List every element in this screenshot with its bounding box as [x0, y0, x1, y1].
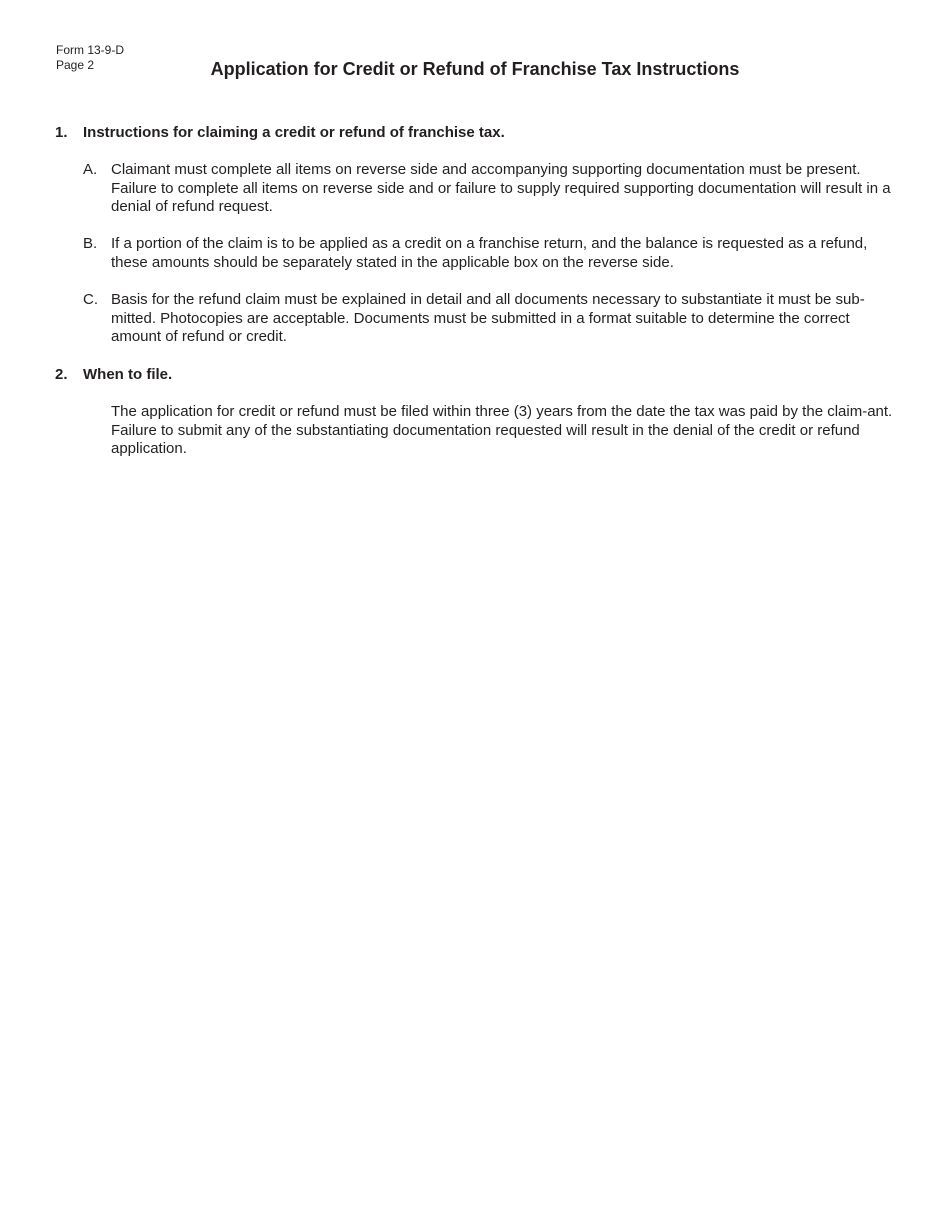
form-number: Form 13-9-D — [56, 43, 125, 57]
item-c-letter: C. — [83, 291, 98, 308]
item-a-letter: A. — [83, 161, 98, 178]
item-b-text: If a portion of the claim is to be applied as a credit on a franchise return, and the balance is requested as a refund, these amounts should be separately stated in the applicable box on the reverse side. — [111, 235, 868, 271]
section-2-number: 2. — [55, 366, 68, 383]
page-number: Page 2 — [56, 58, 95, 72]
when-to-file-paragraph: The application for credit or refund must be filed within three (3) years from the date the tax was paid by the claim-ant. Failure to submit any of the substantiating documentation requested will result in the denial of the credit or refund application. — [111, 403, 893, 458]
section-2-title: When to file. — [83, 366, 173, 383]
item-b-letter: B. — [83, 235, 98, 252]
item-a-text: Claimant must complete all items on reverse side and accompanying supporting documentation must be present. Failure to complete all items on reverse side and or failure to supply required supporting documentation will result in a denial of refund request. — [111, 161, 891, 216]
instruction-item-b — [83, 235, 898, 272]
item-c-text: Basis for the refund claim must be explained in detail and all documents necessary to substantiate it must be sub-mitted. Photocopies are acceptable. Documents must be submitted in a format suitable to determine the correct amount of refund or credit. — [111, 291, 865, 346]
section-1-heading — [55, 123, 505, 143]
section-2-heading — [55, 365, 172, 385]
section-1-title: Instructions for claiming a credit or refund of franchise tax. — [83, 124, 505, 141]
section-1-number: 1. — [55, 124, 68, 141]
document-title: Application for Credit or Refund of Franchise Tax Instructions — [210, 59, 740, 79]
instruction-item-c — [83, 291, 898, 347]
instruction-item-a — [83, 161, 898, 217]
